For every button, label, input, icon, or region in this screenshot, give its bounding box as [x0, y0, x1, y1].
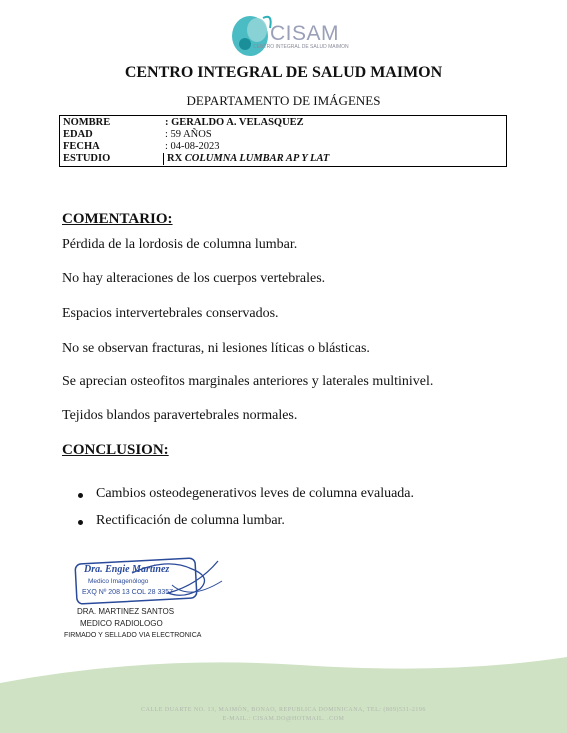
estudio-value: COLUMNA LUMBAR AP Y LAT — [184, 153, 330, 164]
comentario-line: Se aprecian osteofitos marginales anteriores y laterales multinivel. — [62, 374, 434, 389]
bullet-dot-icon — [78, 493, 83, 498]
info-row-nombre — [63, 117, 506, 129]
doctor-title: MEDICO RADIOLOGO — [80, 619, 163, 628]
bullet-dot-icon — [78, 520, 83, 525]
footer-email: E-MAIL.: CISAM.DO@HOTMAIL. .COM — [222, 716, 345, 722]
fecha-label: FECHA — [63, 141, 100, 152]
doctor-stamp — [72, 555, 232, 611]
conclusion-bullet-text: Cambios osteodegenerativos leves de columna evaluada. — [96, 486, 415, 501]
edad-label: EDAD — [63, 129, 93, 140]
footer-address: CALLE DUARTE NO. 13, MAIMÓN, BONAO, REPUBLICA DOMINICANA, TEL: (809)531-2196 — [141, 707, 426, 713]
comentario-line: Espacios intervertebrales conservados. — [62, 306, 279, 321]
signature-note: FIRMADO Y SELLADO VIA ELECTRONICA — [64, 632, 202, 639]
edad-value: : 59 AÑOS — [165, 129, 212, 140]
stamp-role: Medico Imagenólogo — [88, 578, 149, 585]
info-row-edad — [63, 129, 506, 141]
estudio-prefix: RX — [167, 153, 185, 164]
comentario-title: COMENTARIO: — [62, 211, 173, 227]
info-row-estudio — [63, 153, 506, 165]
page-title: CENTRO INTEGRAL DE SALUD MAIMON — [124, 64, 443, 81]
comentario-line: Tejidos blandos paravertebrales normales. — [62, 408, 298, 423]
conclusion-title: CONCLUSION: — [62, 442, 169, 458]
logo-text: CISAM — [270, 22, 340, 45]
patient-info-box — [59, 115, 507, 167]
fecha-value: : 04-08-2023 — [165, 141, 220, 152]
nombre-label: NOMBRE — [63, 117, 111, 128]
comentario-line: No se observan fracturas, ni lesiones líticas o blásticas. — [62, 341, 370, 356]
conclusion-bullet-text: Rectificación de columna lumbar. — [96, 513, 285, 528]
estudio-label: ESTUDIO — [63, 153, 111, 164]
comentario-line: Pérdida de la lordosis de columna lumbar. — [62, 237, 298, 252]
department-title: DEPARTAMENTO DE IMÁGENES — [186, 93, 381, 108]
comentario-line: No hay alteraciones de los cuerpos vertebrales. — [62, 271, 326, 286]
estudio-value-wrap — [163, 153, 329, 165]
stamp-doctor-name: Dra. Engie Martinez — [84, 564, 170, 575]
info-row-fecha — [63, 141, 506, 153]
nombre-value: : GERALDO A. VELASQUEZ — [165, 117, 304, 128]
logo-subtitle: CENTRO INTEGRAL DE SALUD MAIMON — [253, 44, 349, 50]
doctor-name: DRA. MARTINEZ SANTOS — [77, 607, 175, 616]
stamp-registration: EXQ Nº 208 13 COL 28 3357 — [82, 589, 174, 596]
